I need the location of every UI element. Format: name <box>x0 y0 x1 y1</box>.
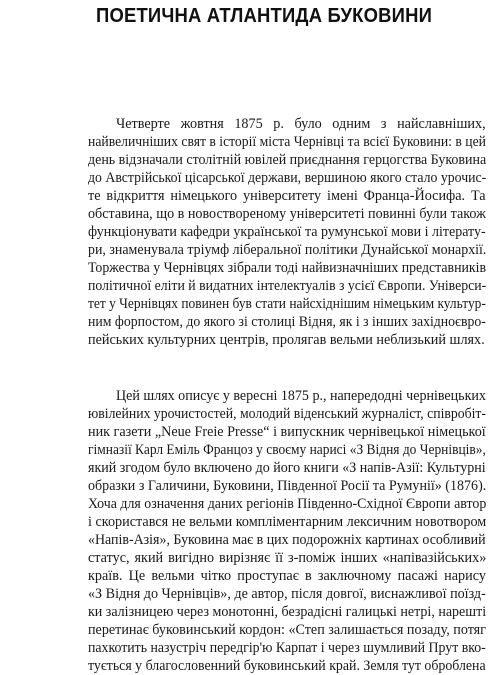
text-line: обставина, що в новоствореному університеті повинні були також <box>88 206 486 222</box>
text-line: «Напів-Азія», Буковина має в цих подорожніх картинах особливий <box>88 532 486 548</box>
text-line: тується у благословенний буковинський край. Земля тут оброблена <box>88 658 486 674</box>
chapter-title: ПОЕТИЧНА АТЛАНТИДА БУКОВИНИ <box>96 4 433 27</box>
text-line: Четверте жовтня 1875 р. було одним з найславніших, <box>116 116 486 132</box>
text-line: політичної еліти й видатних інтелектуалів з усієї Європи. Універси- <box>88 278 487 294</box>
text-line: найвеличніших свят в історії міста Чернівці та всієї Буковини: в цей <box>88 134 486 150</box>
text-line: Хоча для означення даних регіонів Південно-Східної Європи автор <box>88 496 487 512</box>
text-line: статус, який вигідно вирізняє її з-поміж інших «напівазійських» <box>88 550 487 566</box>
text-line: Торжества у Чернівцях зібрали тоді найвизначніших представників <box>88 260 486 276</box>
text-line: ри, знаменувала тріумф ліберальної політики Дунайської монархії. <box>88 242 487 258</box>
text-line: образки з Галичини, Буковини, Південної Росії та Румунії» (1876). <box>88 478 487 494</box>
text-line: який згодом було включено до його книги «З напів-Азії: Культурні <box>88 460 486 476</box>
text-line: і скористався не вельми компліментарним лексичним новотвором <box>88 514 487 530</box>
text-line: країв. Це вельми чітко проступає в заключному пасажі нарису <box>88 568 486 584</box>
text-line: до Австрійської цісарської держави, вершиною якого стало урочис- <box>88 170 487 186</box>
text-line: день відзначали столітній ювілей приєднання герцогства Буковина <box>88 152 487 168</box>
text-line: Цей шлях описує у вересні 1875 р., напередодні чернівецьких <box>116 388 486 404</box>
text-line: те відкриття німецького університету імені Франца-Йосифа. Та <box>88 188 486 204</box>
text-line: ки залізницею через монотонні, безрадісні галицькі нетрі, нарешті <box>88 604 487 620</box>
text-line: гімназії Карл Еміль Францоз у своєму нарисі «З Відня до Чернівців», <box>88 442 486 458</box>
text-line: ним форпостом, до якого зі столиці Відня, як і з інших західноєвро- <box>88 314 486 330</box>
text-line: функціонувати кафедри української та румунської мови і літерату- <box>88 224 486 240</box>
text-line: пейських культурних центрів, пролягав вельми неблизький шлях. <box>88 332 485 348</box>
text-line: ник газети „Neue Freie Presse“ і випускник чернівецької німецької <box>88 424 486 440</box>
text-line: «З Відня до Чернівців», де автор, після довгої, виснажливої поїзд- <box>88 586 486 602</box>
text-line: ювілейних урочистостей, молодий віденський журналіст, співробіт- <box>88 406 487 422</box>
text-line: пахкотить назустріч передгір'ю Карпат і через шумливий Прут вко- <box>88 640 486 656</box>
text-line: перетинає буковинський кордон: «Степ залишається позаду, потяг <box>88 622 486 638</box>
text-line: тет у Чернівцях повинен був стати найсхіднішим німецьким культур- <box>88 296 486 312</box>
